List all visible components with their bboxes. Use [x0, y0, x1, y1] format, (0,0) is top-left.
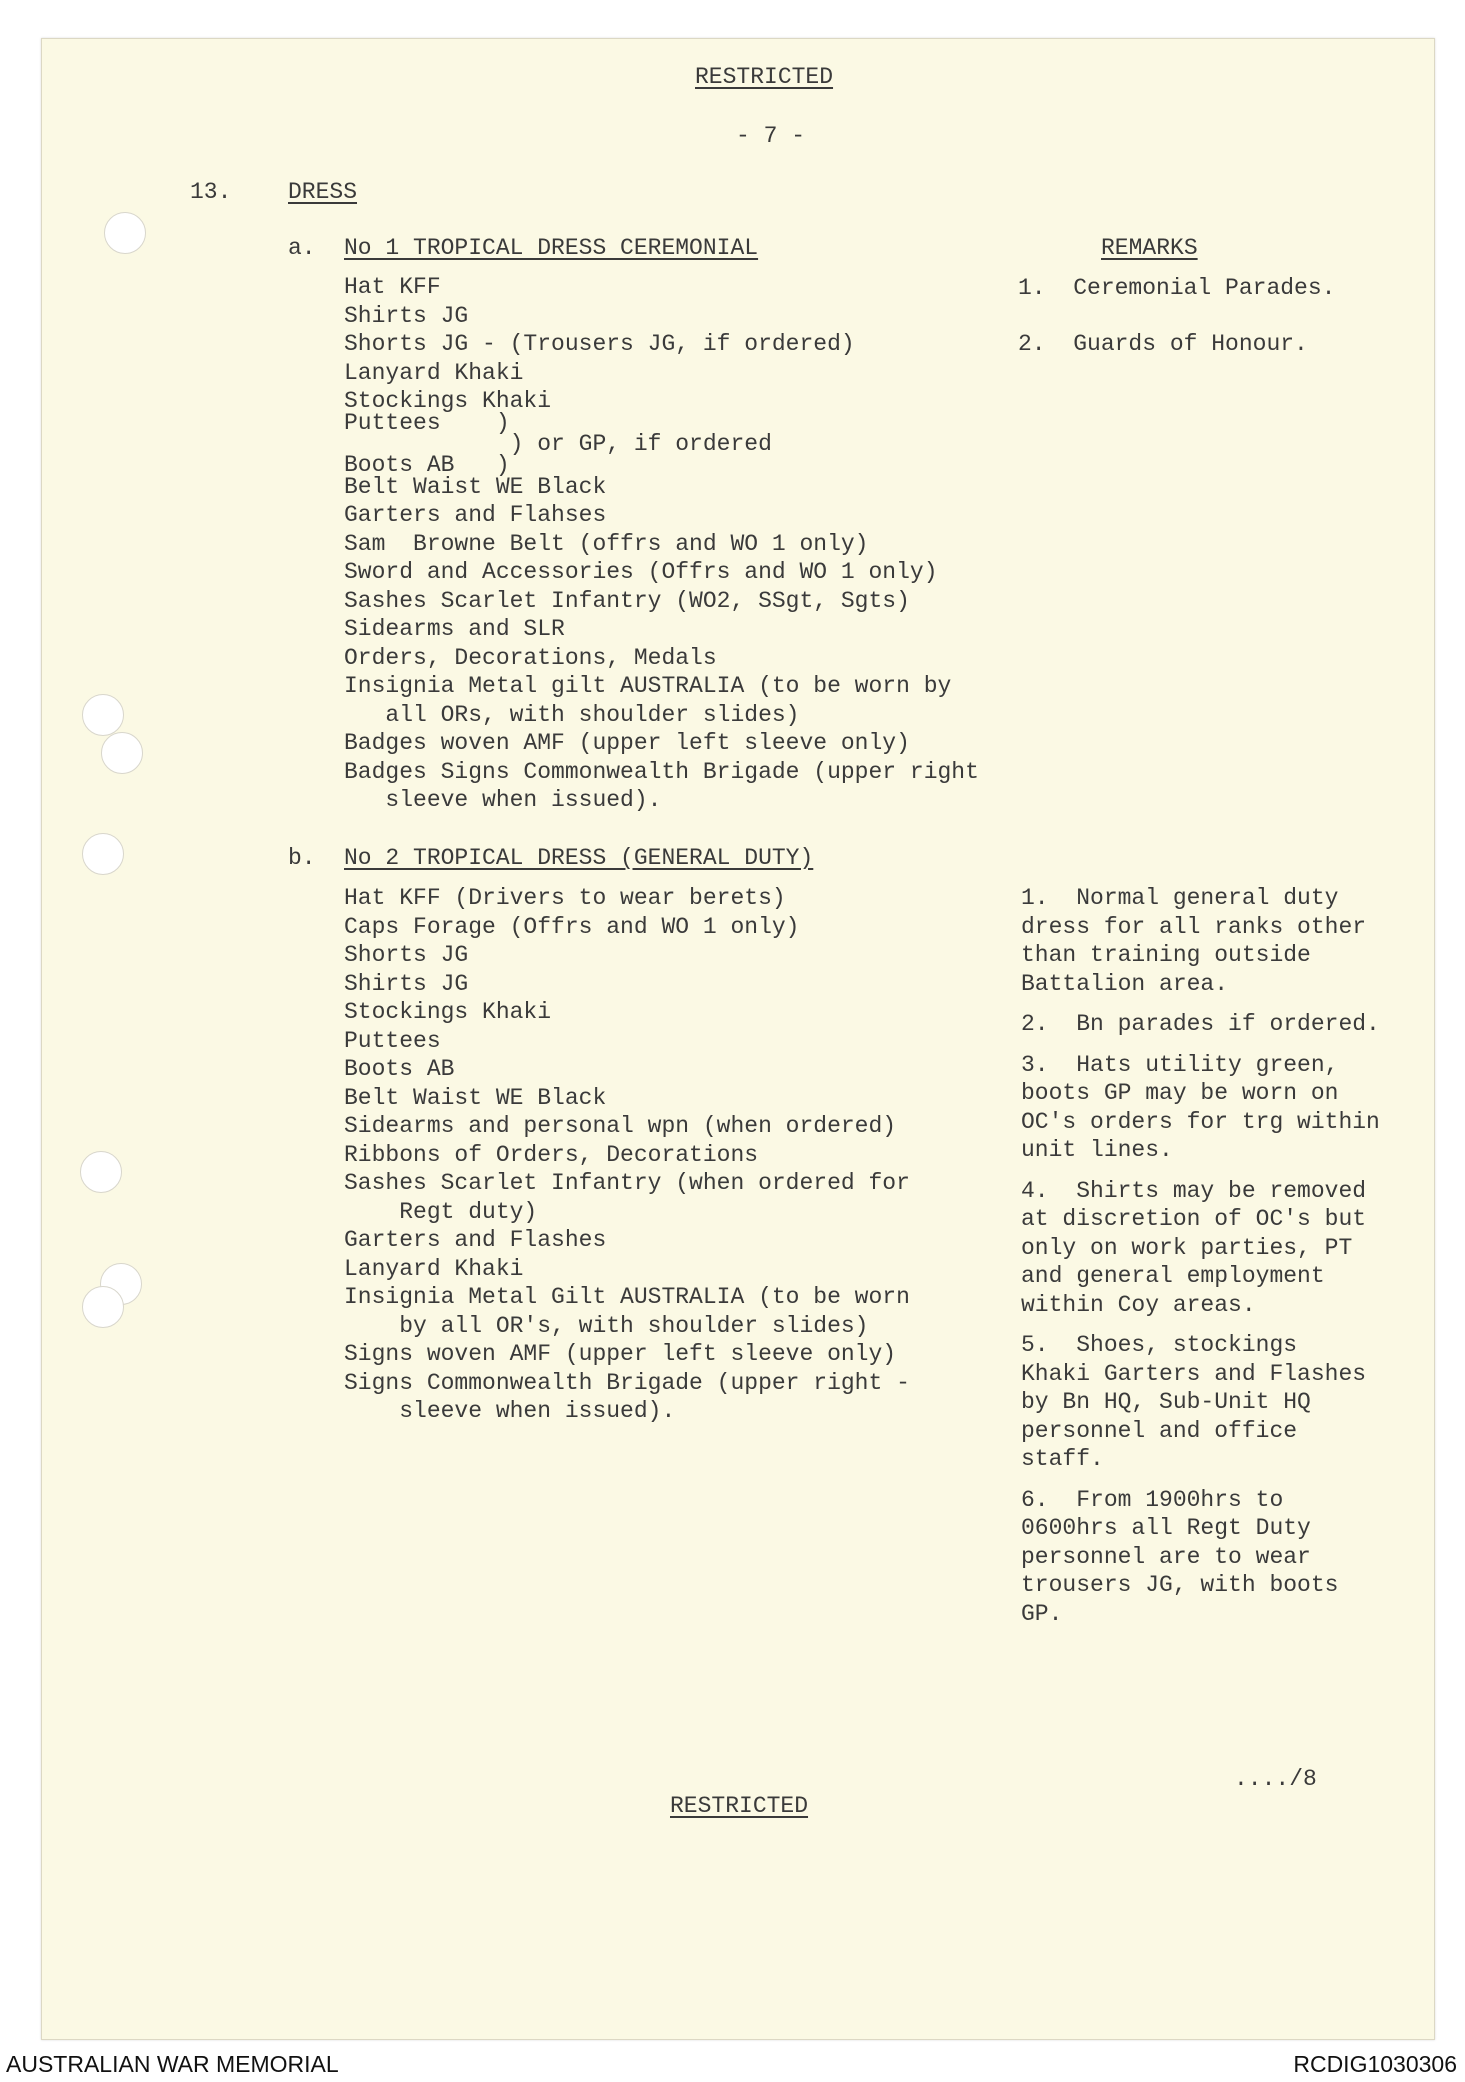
list-item: Shirts JG	[344, 302, 469, 329]
remark-line: dress for all ranks other	[1021, 913, 1367, 940]
remark-item: 2. Guards of Honour.	[1018, 331, 1308, 357]
remark-block	[1021, 1177, 1380, 1320]
list-item: Signs woven AMF (upper left sleeve only)	[344, 1341, 897, 1367]
punch-hole	[82, 1286, 124, 1328]
archive-reference: RCDIG1030306	[1293, 2051, 1457, 2077]
list-item: Sam Browne Belt (offrs and WO 1 only)	[344, 530, 869, 557]
footer-classification: RESTRICTED	[670, 1793, 809, 1819]
list-item: Sidearms and SLR	[344, 616, 565, 642]
remark-line: Khaki Garters and Flashes	[1021, 1360, 1367, 1387]
remark-line: than training outside	[1021, 942, 1311, 968]
remark-block	[1021, 1331, 1380, 1474]
remark-line: personnel are to wear	[1021, 1543, 1311, 1570]
remark-line: and general employment	[1021, 1263, 1325, 1289]
remarks-heading: REMARKS	[1101, 235, 1198, 261]
archive-credit: AUSTRALIAN WAR MEMORIAL	[6, 2051, 339, 2077]
list-item: Puttees	[344, 1027, 441, 1054]
list-item: all ORs, with shoulder slides)	[344, 701, 800, 728]
remark-line: by Bn HQ, Sub-Unit HQ	[1021, 1389, 1311, 1415]
remark-block	[1021, 1051, 1380, 1165]
continuation-marker: ..../8	[1234, 1766, 1317, 1792]
remark-line: unit lines.	[1021, 1137, 1173, 1163]
list-item: Badges Signs Commonwealth Brigade (upper right	[344, 758, 979, 785]
remark-line: 1. Normal general duty	[1021, 885, 1339, 911]
list-item: Sidearms and personal wpn (when ordered)	[344, 1113, 897, 1139]
remark-line: GP.	[1021, 1600, 1063, 1627]
list-item: Boots AB )	[344, 451, 510, 478]
list-item: Shorts JG - (Trousers JG, if ordered)	[344, 331, 855, 357]
remark-line: 3. Hats utility green,	[1021, 1051, 1339, 1078]
punch-hole	[82, 694, 124, 736]
list-item: Lanyard Khaki	[344, 1255, 524, 1282]
list-item: Shirts JG	[344, 970, 469, 997]
remark-line: at discretion of OC's but	[1021, 1206, 1367, 1232]
part-b-letter: b.	[288, 845, 316, 871]
punch-hole	[82, 833, 124, 875]
list-item: Insignia Metal Gilt AUSTRALIA (to be worn	[344, 1284, 910, 1310]
part-a-items	[344, 273, 979, 815]
list-item: Ribbons of Orders, Decorations	[344, 1141, 759, 1168]
list-item: Signs Commonwealth Brigade (upper right -	[344, 1369, 910, 1396]
list-item: Orders, Decorations, Medals	[344, 644, 717, 671]
section-number: 13.	[190, 179, 232, 205]
punch-hole	[101, 732, 143, 774]
list-item: Sashes Scarlet Infantry (WO2, SSgt, Sgts)	[344, 587, 910, 614]
remark-line: 6. From 1900hrs to	[1021, 1486, 1284, 1513]
remark-block	[1021, 884, 1380, 998]
punch-hole	[104, 212, 146, 254]
remark-line: boots GP may be worn on	[1021, 1080, 1339, 1106]
list-item: Sword and Accessories (Offrs and WO 1 only)	[344, 559, 938, 585]
list-item: ) or GP, if ordered	[344, 430, 772, 457]
list-item: Stockings Khaki	[344, 999, 552, 1025]
remark-block	[1021, 1010, 1380, 1039]
list-item: Stockings Khaki	[344, 388, 552, 414]
remark-block	[1021, 1486, 1380, 1629]
list-item: Caps Forage (Offrs and WO 1 only)	[344, 913, 800, 940]
list-item: Insignia Metal gilt AUSTRALIA (to be worn by	[344, 673, 952, 699]
section-title: DRESS	[288, 179, 358, 205]
remark-line: Battalion area.	[1021, 970, 1229, 997]
list-item: Garters and Flahses	[344, 502, 607, 528]
remark-line: staff.	[1021, 1446, 1104, 1472]
list-item: Hat KFF (Drivers to wear berets)	[344, 885, 786, 911]
part-a-title: No 1 TROPICAL DRESS CEREMONIAL	[344, 235, 759, 261]
remark-line: 2. Bn parades if ordered.	[1021, 1011, 1380, 1037]
remark-line: trousers JG, with boots	[1021, 1572, 1339, 1598]
list-item: Belt Waist WE Black	[344, 1084, 607, 1111]
list-item: Badges woven AMF (upper left sleeve only)	[344, 730, 910, 756]
punch-hole	[80, 1151, 122, 1193]
list-item: Garters and Flashes	[344, 1227, 607, 1253]
list-item: Hat KFF	[344, 274, 441, 300]
remark-line: personnel and office	[1021, 1417, 1298, 1444]
remark-item: 1. Ceremonial Parades.	[1018, 275, 1336, 301]
header-classification: RESTRICTED	[695, 64, 834, 90]
list-item: sleeve when issued).	[344, 787, 662, 813]
part-b-title: No 2 TROPICAL DRESS (GENERAL DUTY)	[344, 845, 814, 871]
list-item: Sashes Scarlet Infantry (when ordered for	[344, 1170, 910, 1196]
list-item: Shorts JG	[344, 942, 469, 968]
remark-line: only on work parties, PT	[1021, 1234, 1353, 1261]
page-number: - 7 -	[736, 123, 806, 149]
part-b-items	[344, 884, 910, 1426]
list-item: Boots AB	[344, 1056, 455, 1082]
part-a-letter: a.	[288, 235, 316, 261]
part-b-remarks	[1021, 884, 1380, 1628]
remark-line: 0600hrs all Regt Duty	[1021, 1515, 1311, 1541]
list-item: by all OR's, with shoulder slides)	[344, 1312, 869, 1339]
remark-line: OC's orders for trg within	[1021, 1108, 1380, 1135]
remark-line: 5. Shoes, stockings	[1021, 1332, 1298, 1358]
list-item: Regt duty)	[344, 1198, 538, 1225]
remark-line: within Coy areas.	[1021, 1291, 1256, 1318]
list-item: Puttees )	[344, 409, 510, 436]
list-item: Belt Waist WE Black	[344, 473, 607, 500]
list-item: Lanyard Khaki	[344, 359, 524, 386]
list-item: sleeve when issued).	[344, 1398, 676, 1424]
remark-line: 4. Shirts may be removed	[1021, 1177, 1367, 1204]
